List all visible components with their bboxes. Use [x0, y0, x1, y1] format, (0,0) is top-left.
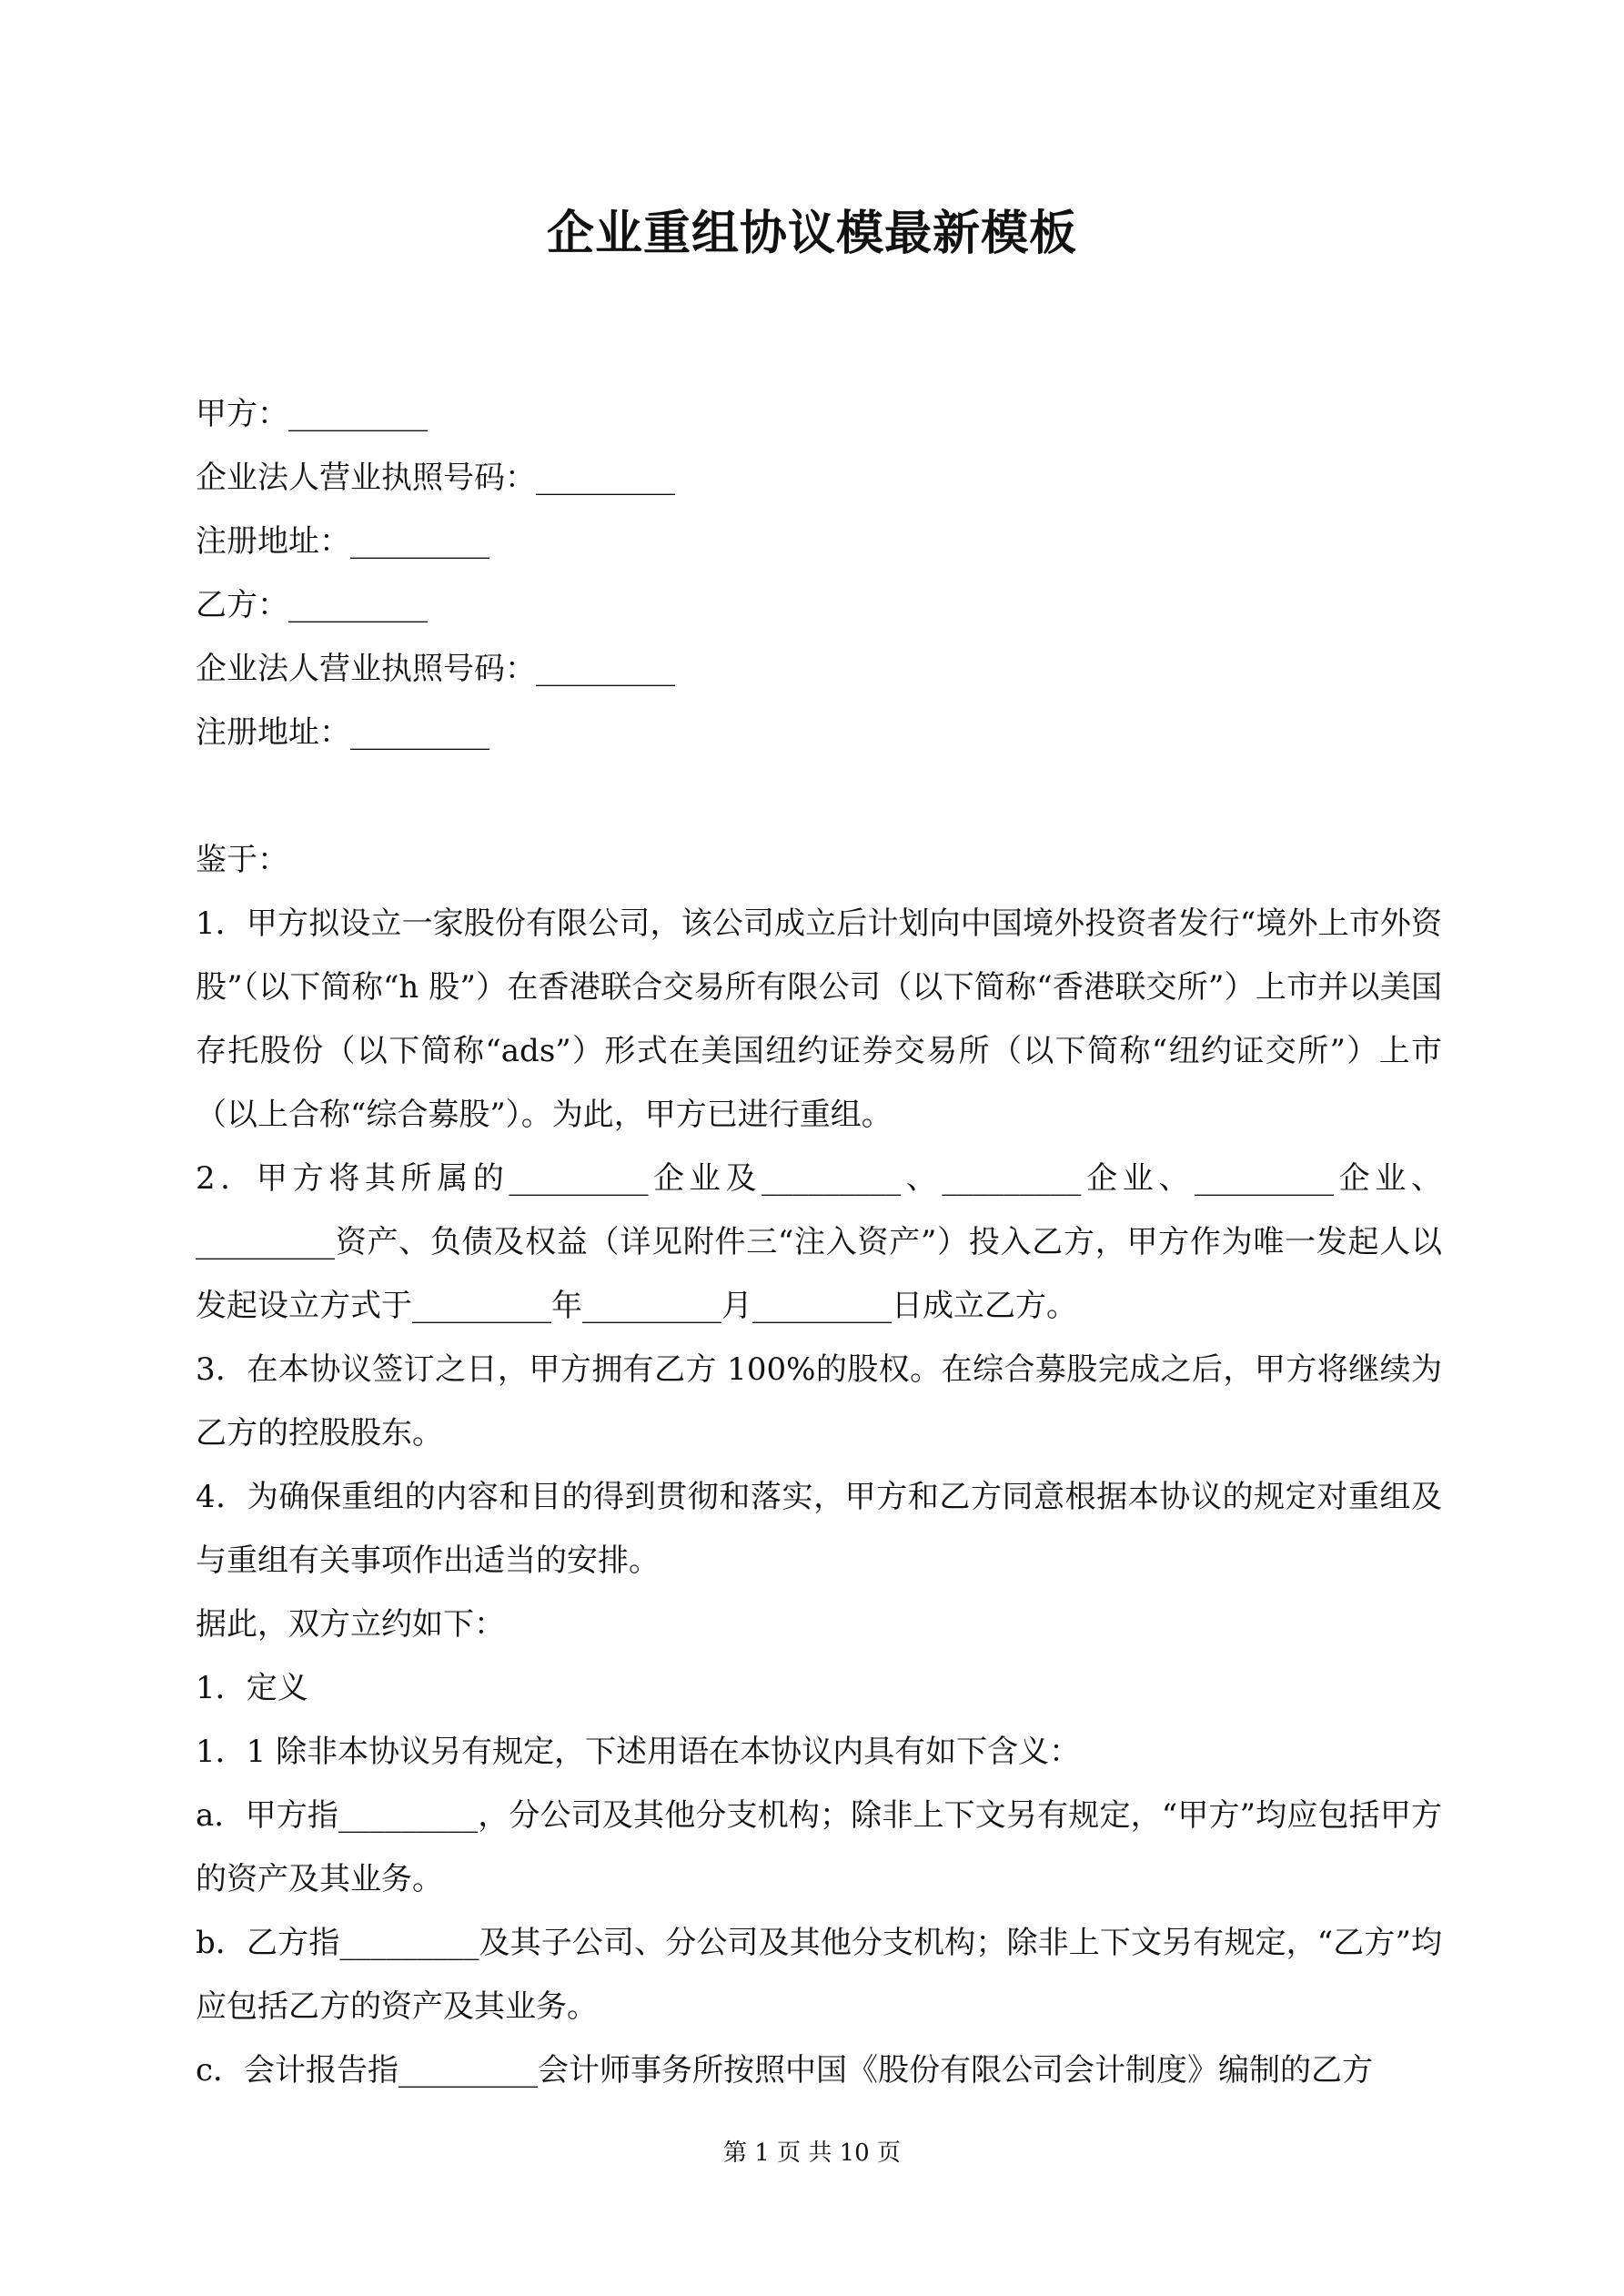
definition-a: a．甲方指_________，分公司及其他分支机构；除非上下文另有规定，“甲方”均应包括甲方的资产及其业务。 [196, 1797, 1442, 1897]
party-a-license-line: 企业法人营业执照号码：_________ [196, 460, 675, 496]
definitions-heading: 1．定义 [196, 1670, 308, 1706]
recital-4: 4．为确保重组的内容和目的得到贯彻和落实，甲方和乙方同意根据本协议的规定对重组及与重组有关事项作出适当的安排。 [196, 1479, 1442, 1579]
party-b-line: 乙方：_________ [196, 587, 428, 623]
recital-1: 1．甲方拟设立一家股份有限公司，该公司成立后计划向中国境外投资者发行“境外上市外资股”（以下简称“h 股”）在香港联合交易所有限公司（以下简称“香港联交所”）上市并以美国存托股份（以下简称“ads”）形式在美国纽约证券交易所（以下简称“纽约证交所”）上市（以上合称“综合募股”）。为此，甲方已进行重组。 [196, 905, 1442, 1133]
page-footer: 第 1 页 共 10 页 [723, 2139, 901, 2167]
recital-heading: 鉴于： [196, 842, 288, 878]
agreement-intro: 据此，双方立约如下： [196, 1606, 505, 1643]
recital-2: 2．甲方将其所属的_________企业及_________、_________企业、_________企业、_________资产、负债及权益（详见附件三“注入资产”）投入乙方，甲方作为唯一发起人以发起设立方式于_________年_________月_________日成立乙方。 [196, 1160, 1442, 1324]
party-b-address-line: 注册地址：_________ [196, 714, 489, 751]
recital-3: 3．在本协议签订之日，甲方拥有乙方 100%的股权。在综合募股完成之后，甲方将继续为乙方的控股股东。 [196, 1351, 1442, 1451]
document-title: 企业重组协议模最新模板 [546, 206, 1077, 261]
party-a-line: 甲方：_________ [196, 396, 428, 432]
definition-c: c．会计报告指_________会计师事务所按照中国《股份有限公司会计制度》编制的乙方 [196, 2052, 1374, 2089]
definitions-intro: 1．1 除非本协议另有规定，下述用语在本协议内具有如下含义： [196, 1734, 1081, 1770]
party-b-license-line: 企业法人营业执照号码：_________ [196, 651, 675, 687]
party-a-address-line: 注册地址：_________ [196, 523, 489, 560]
section-gap [196, 764, 1442, 828]
definition-b: b．乙方指_________及其子公司、分公司及其他分支机构；除非上下文另有规定，“乙方”均应包括乙方的资产及其业务。 [196, 1925, 1442, 2025]
document-content [196, 382, 1442, 2102]
